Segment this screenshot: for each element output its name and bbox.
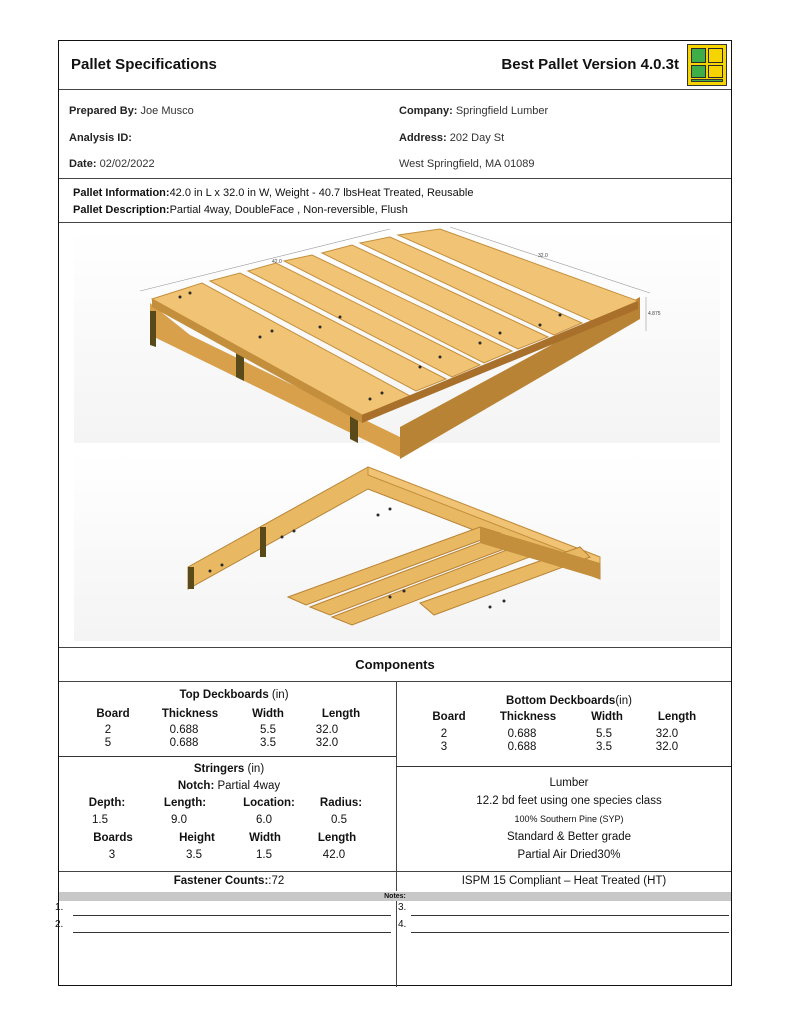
- stringer-location-value: 6.0: [256, 814, 272, 826]
- date: Date: 02/02/2022: [69, 158, 155, 170]
- lumber-title: Lumber: [549, 777, 589, 789]
- note-4-label: 4.: [398, 919, 407, 930]
- top-header-board: Board: [96, 708, 130, 720]
- top-row1-width: 5.5: [260, 724, 276, 736]
- stringer-width-value: 1.5: [256, 849, 272, 861]
- bottom-header-board: Board: [432, 711, 466, 723]
- bottom-row2-length: 32.0: [655, 741, 679, 753]
- stringer-length-value2: 42.0: [322, 849, 346, 861]
- notes-header: Notes:: [59, 892, 731, 901]
- best-pallet-logo-icon: [687, 44, 727, 86]
- top-header-thickness: Thickness: [161, 708, 219, 720]
- lumber-species: 100% Southern Pine (SYP): [514, 814, 624, 824]
- bottom-row2-thickness: 0.688: [507, 741, 537, 753]
- ispm-compliance: ISPM 15 Compliant – Heat Treated (HT): [461, 875, 667, 887]
- stringer-header-depth: Depth:: [88, 797, 126, 809]
- bottom-deckboards-title: Bottom Deckboards(in): [506, 695, 632, 707]
- stringers-notch: Notch: Partial 4way: [177, 780, 281, 792]
- pallet-top-view-image: [60, 227, 730, 647]
- stringer-header-height: Height: [179, 832, 215, 844]
- top-row1-length: 32.0: [315, 724, 339, 736]
- bottom-header-thickness: Thickness: [499, 711, 557, 723]
- sheet-title: Pallet Specifications: [71, 56, 217, 73]
- bottom-row1-length: 32.0: [655, 728, 679, 740]
- top-row1-board: 2: [104, 724, 112, 736]
- bottom-row2-width: 3.5: [596, 741, 612, 753]
- bottom-header-length: Length: [657, 711, 697, 723]
- pallet-renderings: [60, 227, 730, 647]
- note-3-label: 3.: [398, 902, 407, 913]
- analysis-id: Analysis ID:: [69, 132, 132, 144]
- address: Address: 202 Day St: [399, 132, 505, 144]
- top-row2-width: 3.5: [260, 737, 276, 749]
- bottom-row2-board: 3: [440, 741, 448, 753]
- dim-width-label: 32.0: [538, 253, 548, 259]
- components-title: Components: [355, 657, 435, 672]
- city-state-zip: West Springfield, MA 01089: [399, 158, 535, 170]
- stringer-header-location: Location:: [243, 797, 295, 809]
- pallet-information: Pallet Information:42.0 in L x 32.0 in W, Weight - 40.7 lbsHeat Treated, Reusable: [73, 187, 474, 199]
- stringer-header-width: Width: [249, 832, 281, 844]
- stringer-header-boards: Boards: [93, 832, 133, 844]
- top-row2-thickness: 0.688: [169, 737, 199, 749]
- top-row2-length: 32.0: [315, 737, 339, 749]
- version-label: Best Pallet Version 4.0.3t: [501, 56, 679, 73]
- stringer-boards-value: 3: [108, 849, 116, 861]
- fastener-counts: Fastener Counts::72: [173, 875, 285, 887]
- top-row2-board: 5: [104, 737, 112, 749]
- top-deckboards-title: Top Deckboards (in): [179, 689, 289, 701]
- lumber-bd-feet: 12.2 bd feet using one species class: [476, 795, 662, 807]
- stringer-radius-value: 0.5: [331, 814, 347, 826]
- stringer-header-radius: Radius:: [319, 797, 363, 809]
- stringers-title: Stringers (in): [193, 763, 265, 775]
- pallet-spec-sheet: [55, 40, 732, 986]
- lumber-grade: Standard & Better grade: [506, 831, 632, 843]
- stringer-depth-value: 1.5: [92, 814, 108, 826]
- note-1-label: 1.: [55, 902, 64, 913]
- note-2-label: 2.: [55, 919, 64, 930]
- lumber-drying: Partial Air Dried30%: [517, 849, 621, 861]
- top-header-length: Length: [321, 708, 361, 720]
- top-row1-thickness: 0.688: [169, 724, 199, 736]
- dim-length-label: 42.0: [272, 259, 282, 265]
- prepared-by: Prepared By: Joe Musco: [69, 105, 194, 117]
- bottom-row1-board: 2: [440, 728, 448, 740]
- stringer-header-length: Length:: [163, 797, 207, 809]
- bottom-header-width: Width: [591, 711, 623, 723]
- dim-height-label: 4.875: [648, 311, 661, 317]
- company: Company: Springfield Lumber: [399, 105, 549, 117]
- stringer-height-value: 3.5: [186, 849, 202, 861]
- bottom-row1-width: 5.5: [596, 728, 612, 740]
- pallet-description: Pallet Description:Partial 4way, DoubleFace , Non-reversible, Flush: [73, 204, 408, 216]
- stringer-header-length2: Length: [317, 832, 357, 844]
- top-header-width: Width: [252, 708, 284, 720]
- stringer-length-value: 9.0: [171, 814, 187, 826]
- bottom-row1-thickness: 0.688: [507, 728, 537, 740]
